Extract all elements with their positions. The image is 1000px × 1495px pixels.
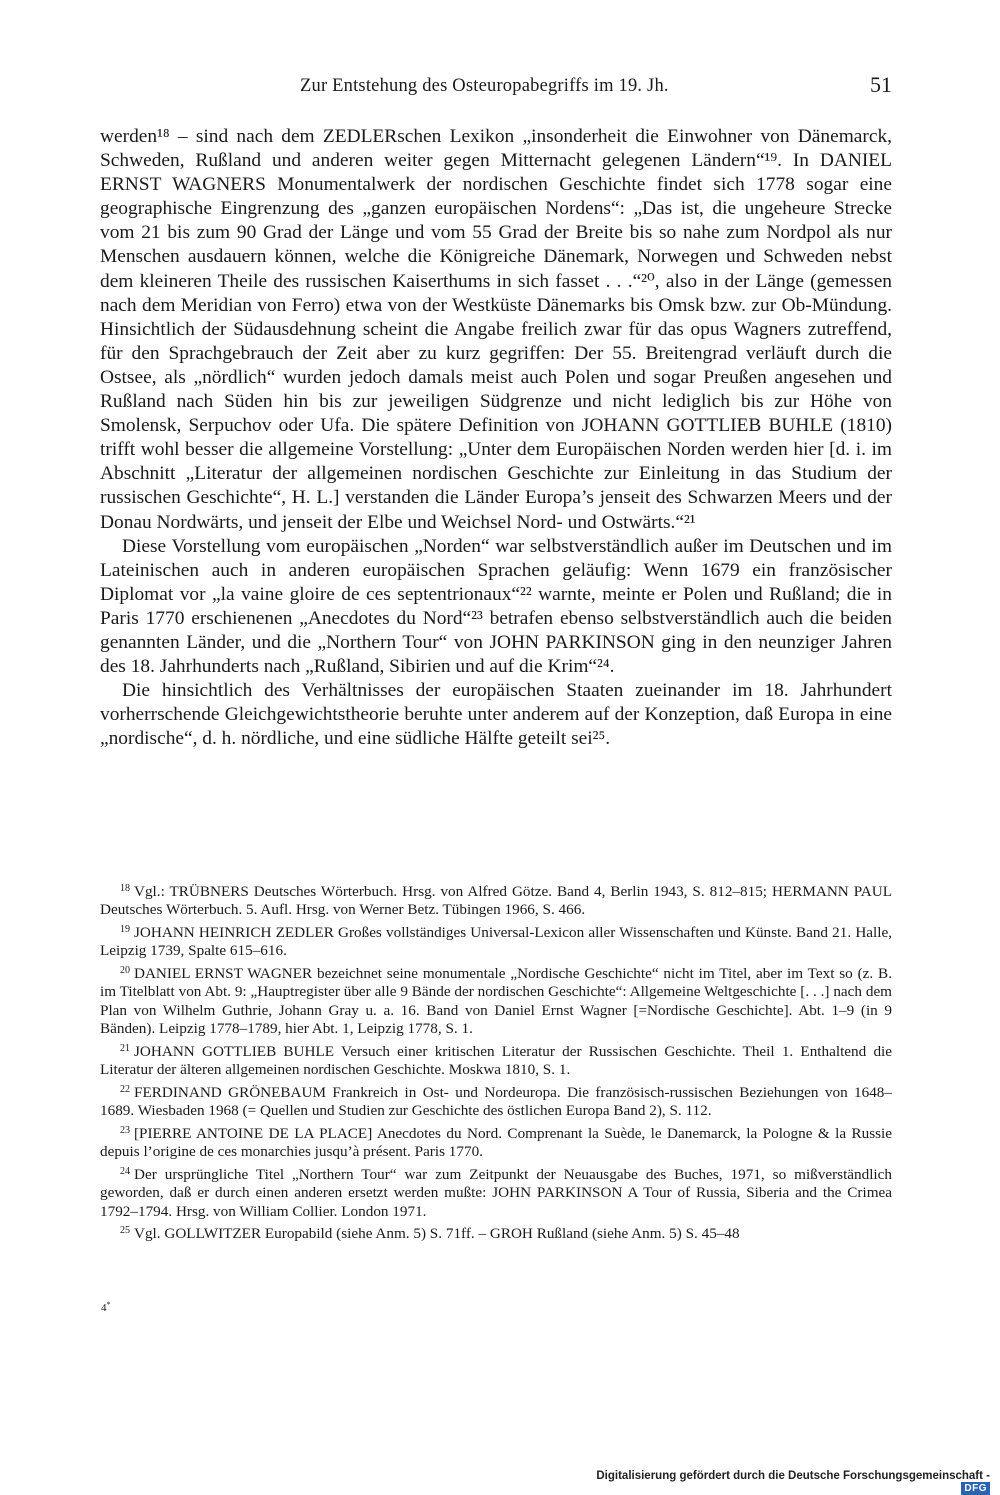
running-title: Zur Entstehung des Osteuropabegriffs im 19. Jh. — [300, 76, 669, 96]
footnote-text: JOHANN GOTTLIEB BUHLE Versuch einer kritischen Literatur der Russischen Geschichte. Theil 1. Enthaltend die Literatur der älteren allgemeinen nordischen Geschichte. Moskwa 1810, S. 1. — [100, 1042, 892, 1079]
footnote-number: 18 — [120, 883, 130, 894]
dfg-logo: DFG — [961, 1482, 990, 1495]
signature-mark: * — [106, 1300, 111, 1309]
footnote-text: FERDINAND GRÖNEBAUM Frankreich in Ost- und Nordeuropa. Die französisch-russischen Beziehungen von 1648–1689. Wiesbaden 1968 (= Quellen und Studien zur Geschichte des östlichen Europa Band 2), S. 112. — [100, 1083, 892, 1120]
footnote-text: Der ursprüngliche Titel „Northern Tour“ war zum Zeitpunkt der Neuausgabe des Buches, 1971, so mißverständlich geworden, daß er durch einen anderen ersetzt werden mußte: JOHN PARKINSON A Tour of Russia, Siberia and the Crimea 1792–1794. Hrsg. von William Collier. London 1971. — [100, 1165, 892, 1220]
footnote-number: 20 — [120, 965, 130, 976]
footnote — [100, 921, 892, 961]
footnote-number: 21 — [120, 1042, 130, 1054]
footnote-number: 25 — [120, 1225, 130, 1237]
footnote-number: 24 — [120, 1165, 130, 1177]
footnote-text: Vgl. GOLLWITZER Europabild (siehe Anm. 5) S. 71ff. – GROH Rußland (siehe Anm. 5) S. 45–48 — [134, 1225, 740, 1243]
footnote-text: [PIERRE ANTOINE DE LA PLACE] Anecdotes du Nord. Comprenant la Suède, le Danemarck, la Pologne & la Russie depuis l’origine de ces monarchies jusqu’à présent. Paris 1770. — [100, 1124, 892, 1161]
footnote-text: Vgl.: TRÜBNERS Deutsches Wörterbuch. Hrsg. von Alfred Götze. Band 4, Berlin 1943, S. 812–815; HERMANN PAUL Deutsches Wörterbuch. 5. Aufl. Hrsg. von Werner Betz. Tübingen 1966, S. 466. — [100, 883, 892, 919]
footnotes — [100, 880, 892, 1245]
footnote-text: DANIEL ERNST WAGNER bezeichnet seine monumentale „Nordische Geschichte“ nicht im Titel, aber im Text so (z. B. im Titelblatt von Abt. 9: „Hauptregister über alle 9 Bände der nordischen Geschichte“: Allgemeine Weltgeschichte [. . .] nach dem Plan von Wilhelm Guthrie, Johann Gray u. a. 16. Band von Daniel Ernst Wagner [=Nordische Geschichte]. Abt. 1–9 (in 9 Bänden). Leipzig 1778–1789, hier Abt. 1, Leipzig 1778, S. 1. — [100, 965, 892, 1038]
footnote-text: JOHANN HEINRICH ZEDLER Großes vollständiges Universal-Lexicon aller Wissenschaften und Künste. Band 21. Halle, Leipzig 1739, Spalte 615–616. — [100, 924, 892, 960]
funding-notice — [570, 1470, 990, 1494]
page-number: 51 — [870, 72, 892, 97]
page-header — [300, 72, 892, 102]
footnote — [100, 1081, 892, 1121]
sheet-signature — [101, 1300, 111, 1314]
footnote — [100, 1222, 892, 1243]
main-text — [100, 125, 892, 751]
footnote — [100, 1163, 892, 1221]
footnote-number: 19 — [120, 924, 130, 935]
footnote — [100, 1040, 892, 1080]
footnote — [100, 1122, 892, 1162]
paragraph: Diese Vorstellung vom europäischen „Norden“ war selbstverständlich außer im Deutschen und im Lateinischen auch in anderen europäischen Sprachen geläufig: Wenn 1679 ein französischer Diplomat vor „la vaine gloire de ces septentrionaux“²² warnte, meinte er Polen und Rußland; die in Paris 1770 erschienenen „Anecdotes du Nord“²³ betrafen ebenso selbstverständlich auch die beiden genannten Länder, und die „Northern Tour“ von JOHN PARKINSON ging in den neunziger Jahren des 18. Jahrhunderts nach „Rußland, Sibirien und auf die Krim“²⁴. — [100, 535, 892, 678]
funding-text: Digitalisierung gefördert durch die Deutsche Forschungsgemeinschaft - — [596, 1470, 990, 1482]
footnote-number: 23 — [120, 1124, 130, 1136]
footnote — [100, 880, 892, 920]
paragraph: Die hinsichtlich des Verhältnisses der europäischen Staaten zueinander im 18. Jahrhundert vorherrschende Gleichgewichtstheorie beruhte unter anderem auf der Konzeption, daß Europa in eine „nordische“, d. h. nördliche, und eine südliche Hälfte geteilt sei²⁵. — [100, 680, 892, 750]
paragraph: werden¹⁸ – sind nach dem ZEDLERschen Lexikon „insonderheit die Einwohner von Dänemarck, Schweden, Rußland und anderen weiter gegen Mitternacht gelegenen Ländern“¹⁹. In DANIEL ERNST WAGNERS Monumentalwerk der nordischen Geschichte findet sich 1778 sogar eine geographische Eingrenzung des „ganzen europäischen Nordens“: „Das ist, die ungeheure Strecke vom 21 bis zum 90 Grad der Länge und vom 55 Grad der Breite bis so nahe zum Nordpol als nur Menschen ausdauern können, welche die Königreiche Dänemark, Norwegen und Schweden nebst dem kleineren Theile des russischen Kaiserthums in sich fasset . . .“²⁰, also in der Länge (gemessen nach dem Meridian von Ferro) etwa von der Westküste Dänemarks bis Omsk bzw. zur Ob-Mündung. Hinsichtlich der Südausdehnung scheint die Angabe freilich zwar für das opus Wagners zutreffend, für den Sprachgebrauch der Zeit aber zu kurz gegriffen: Der 55. Breitengrad verläuft durch die Ostsee, als „nördlich“ wurden jedoch damals meist auch Polen und sogar Preußen angesehen und Rußland nach Süden hin bis zur jeweiligen Südgrenze und nicht lediglich bis zur Höhe von Smolensk, Serpuchov oder Ufa. Die spätere Definition von JOHANN GOTTLIEB BUHLE (1810) trifft wohl besser die allgemeine Vorstellung: „Unter dem Europäischen Norden werden hier [d. i. im Abschnitt „Literatur der allgemeinen nordischen Geschichte zur Einleitung in das Studium der russischen Geschichte“, H. L.] verstanden die Länder Europa’s jenseit des Schwarzen Meers und der Donau Nordwärts, und jenseit der Elbe und Weichsel Nord- und Ostwärts.“²¹ — [100, 126, 892, 533]
footnote — [100, 962, 892, 1039]
footnote-number: 22 — [120, 1083, 130, 1095]
signature-number: 4 — [101, 1302, 107, 1314]
